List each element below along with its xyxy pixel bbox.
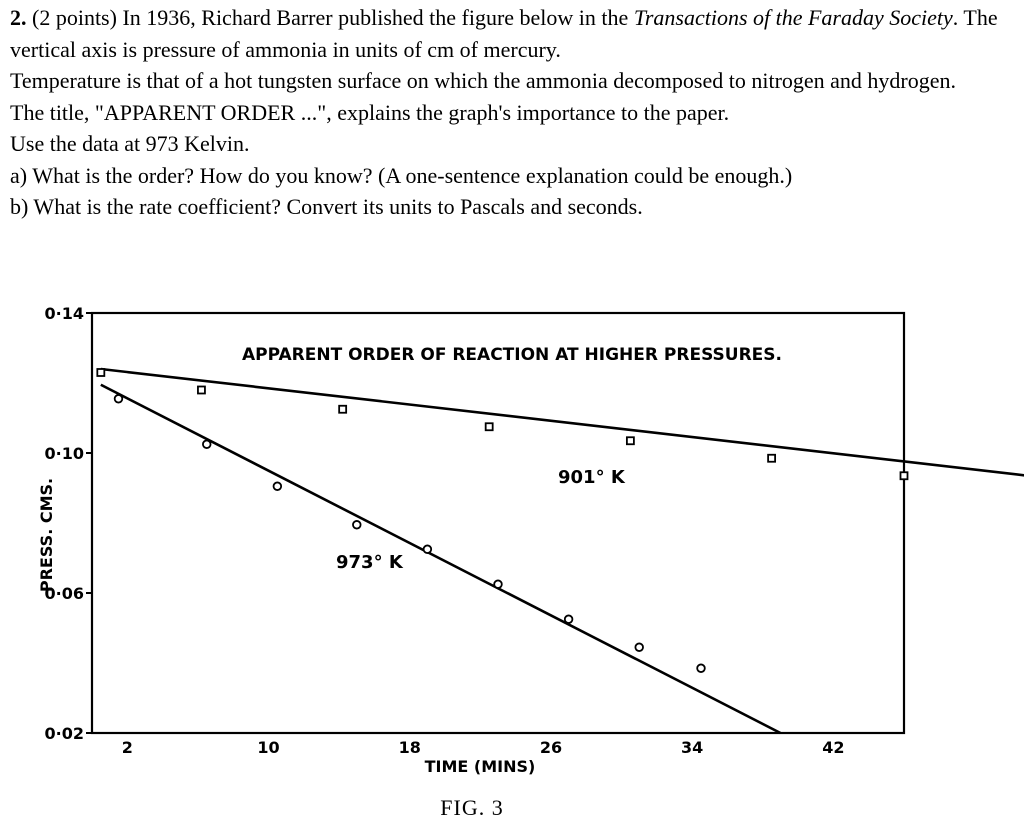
- y-tick-label: 0·02: [44, 724, 84, 743]
- series-label-973: 973° K: [336, 552, 403, 573]
- y-tick-label: 0·06: [44, 584, 84, 603]
- question-sentence-2: Temperature is that of a hot tungsten surface on which the ammonia decomposed to nitrogen and hydrogen.: [10, 68, 957, 93]
- data-point-973: [274, 482, 282, 490]
- data-point-901: [627, 437, 634, 444]
- x-axis-ticks: [122, 738, 845, 757]
- x-tick-label: 42: [822, 738, 845, 757]
- data-point-973: [203, 440, 211, 448]
- x-tick-label: 18: [398, 738, 421, 757]
- question-paragraph-1: [10, 2, 1015, 65]
- figure-caption: FIG. 3: [440, 795, 504, 820]
- question-intro: (2 points) In 1936, Richard Barrer published the figure below in the: [26, 5, 634, 30]
- data-point-901: [97, 369, 104, 376]
- data-point-973: [635, 643, 643, 651]
- question-part-a: a) What is the order? How do you know? (A one-sentence explanation could be enough.): [10, 162, 793, 188]
- data-point-973: [565, 615, 573, 623]
- series-lines: [101, 369, 1024, 733]
- question-sentence-4: Use the data at 973 Kelvin.: [10, 131, 250, 156]
- y-axis-label: PRESS. CMS.: [37, 477, 56, 593]
- data-point-901: [486, 423, 493, 430]
- data-point-901: [198, 387, 205, 394]
- pressure-time-chart: [0, 290, 1024, 830]
- x-axis-label: TIME (MINS): [424, 757, 536, 776]
- series-line-973: [101, 385, 781, 733]
- question-sentence-3: The title, "APPARENT ORDER ...", explains the graph's importance to the paper.: [10, 99, 730, 125]
- question-number: 2.: [10, 5, 27, 30]
- data-point-973: [115, 395, 123, 403]
- data-point-973: [697, 664, 705, 672]
- x-tick-label: 10: [257, 738, 280, 757]
- question-part-b: b) What is the rate coefficient? Convert its units to Pascals and seconds.: [10, 194, 643, 219]
- data-point-901: [901, 472, 908, 479]
- series-points: [97, 369, 1024, 672]
- data-point-973: [424, 545, 432, 553]
- question-sentence-1-rest: . The vertical axis is pressure of ammonia in units of cm of mercury.: [10, 5, 998, 62]
- x-tick-label: 26: [539, 738, 563, 757]
- data-point-901: [339, 406, 346, 413]
- x-tick-label: 2: [121, 738, 133, 757]
- data-point-901: [768, 455, 775, 462]
- x-tick-label: 34: [681, 738, 704, 757]
- series-label-901: 901° K: [558, 467, 625, 488]
- journal-name: Transactions of the Faraday Society: [633, 5, 953, 30]
- y-tick-label: 0·10: [44, 444, 84, 463]
- data-point-973: [494, 580, 502, 588]
- data-point-973: [353, 521, 361, 529]
- chart-title: APPARENT ORDER OF REACTION AT HIGHER PRESSURES.: [241, 345, 783, 365]
- y-tick-label: 0·14: [44, 304, 84, 323]
- plot-frame: [92, 313, 904, 733]
- question-text: [10, 2, 1015, 223]
